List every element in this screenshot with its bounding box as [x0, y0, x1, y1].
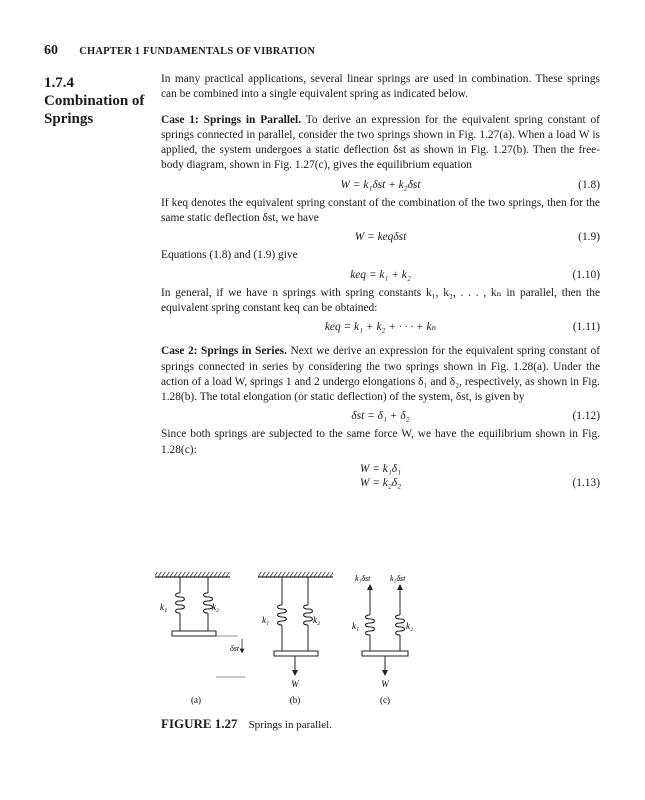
spring-k1	[176, 577, 185, 631]
chapter-title: CHAPTER 1 FUNDAMENTALS OF VIBRATION	[79, 46, 316, 57]
section-number: 1.7.4	[44, 75, 74, 91]
equation-1-12	[161, 405, 600, 427]
label-k1dst: k₁δst	[355, 574, 371, 583]
equation-number: (1.9)	[578, 231, 600, 244]
label-k2: k₂	[406, 621, 414, 631]
label-k1: k₁	[352, 621, 360, 631]
label-W: W	[291, 679, 299, 689]
label-k2dst: k₂δst	[390, 574, 406, 583]
case2-text: Next we derive an expression for the equivalent spring constant of springs connected in series by considering the two springs shown in Fig. 1.28(a). Under the action of a load W, springs 1 and 2 undergo elongations δ₁ and δ₂, respectively, as shown in Fig. 1.28(b). The total elongation (or static deflection) of the system, δst, is given by	[161, 345, 600, 404]
intro-paragraph: In many practical applications, several linear springs are used in combination. These springs can be combined into a single equivalent spring as indicated below.	[161, 73, 600, 101]
section-title: Combination of Springs	[44, 93, 145, 127]
give-paragraph: Equations (1.8) and (1.9) give	[161, 249, 298, 262]
ceiling-hatch	[258, 572, 333, 577]
ceiling-hatch	[155, 572, 230, 577]
mass-bar	[274, 651, 318, 656]
label-k1: k₁	[262, 615, 270, 625]
label-dst: δst	[230, 644, 240, 653]
spring-k1	[278, 577, 287, 651]
label-k1: k₁	[160, 602, 168, 612]
case1-paragraph	[161, 113, 600, 174]
spring-k2	[396, 609, 405, 651]
equation-1-11	[161, 316, 600, 338]
equation-number: (1.8)	[578, 178, 600, 191]
general-paragraph: In general, if we have n springs with spring constants k₁, k₂, . . . , kₙ in parallel, then the equivalent spring constant keq can be obtained:	[161, 286, 600, 314]
equation-1-13-line2	[161, 476, 600, 496]
label-W: W	[381, 679, 389, 689]
equation-number: (1.10)	[572, 268, 600, 281]
equation-expr: W = keqδst	[354, 231, 407, 244]
equation-expr: keq = k₁ + k₂	[350, 268, 411, 281]
mass-bar	[172, 631, 216, 636]
keq-paragraph: If keq denotes the equivalent spring constant of the combination of the two springs, then for the same static deflection δst, we have	[161, 196, 600, 225]
equation-expr: W = k₁δst + k₂δst	[340, 178, 421, 191]
equation-1-13-line1	[161, 458, 600, 476]
equation-1-9	[161, 226, 600, 248]
equation-expr: keq = k₁ + k₂ + · · · + kₙ	[324, 321, 437, 334]
equation-number: (1.12)	[572, 410, 600, 423]
sublabel-b: (b)	[289, 695, 301, 705]
caption-label: FIGURE 1.27	[161, 716, 238, 731]
equation-number: (1.13)	[572, 477, 600, 490]
label-k2: k₂	[212, 602, 220, 612]
case1-text: To derive an expression for the equivalent spring constant of springs connected in parallel, consider the two springs shown in Fig. 1.27(a). When a load W is applied, the system undergoes a static deflection δst as shown in Fig. 1.27(b). Then the free-body diagram, shown in Fig. 1.27(c), gives the equilibrium equation	[161, 113, 600, 172]
page-number: 60	[44, 43, 58, 58]
mass-bar	[362, 651, 408, 656]
figure-caption	[161, 716, 332, 732]
figure-part-b	[258, 572, 333, 705]
spring-k2	[304, 577, 313, 651]
equation-expr: W = k₂δ₂	[359, 477, 402, 490]
equation-expr: δst = δ₁ + δ₂	[351, 410, 410, 423]
springs-figure	[150, 565, 420, 715]
case2-paragraph	[161, 344, 600, 405]
since-paragraph: Since both springs are subjected to the same force W, we have the equilibrium shown in Fig. 1.28(c):	[161, 428, 600, 456]
page-header	[44, 42, 604, 59]
equation-expr: W = k₁δ₁	[359, 463, 402, 476]
label-k2: k₂	[313, 615, 321, 625]
case2-heading: Case 2: Springs in Series.	[161, 345, 287, 358]
equation-1-8	[161, 174, 600, 196]
figure-part-c	[352, 574, 413, 705]
figure-part-a	[155, 572, 245, 705]
caption-text: Springs in parallel.	[248, 719, 332, 731]
main-text	[161, 72, 600, 496]
equation-1-10	[161, 264, 600, 286]
sublabel-c: (c)	[380, 695, 390, 705]
sublabel-a: (a)	[191, 695, 201, 705]
equation-number: (1.11)	[572, 321, 600, 334]
spring-k1	[366, 609, 375, 651]
case1-heading: Case 1: Springs in Parallel.	[161, 113, 302, 126]
